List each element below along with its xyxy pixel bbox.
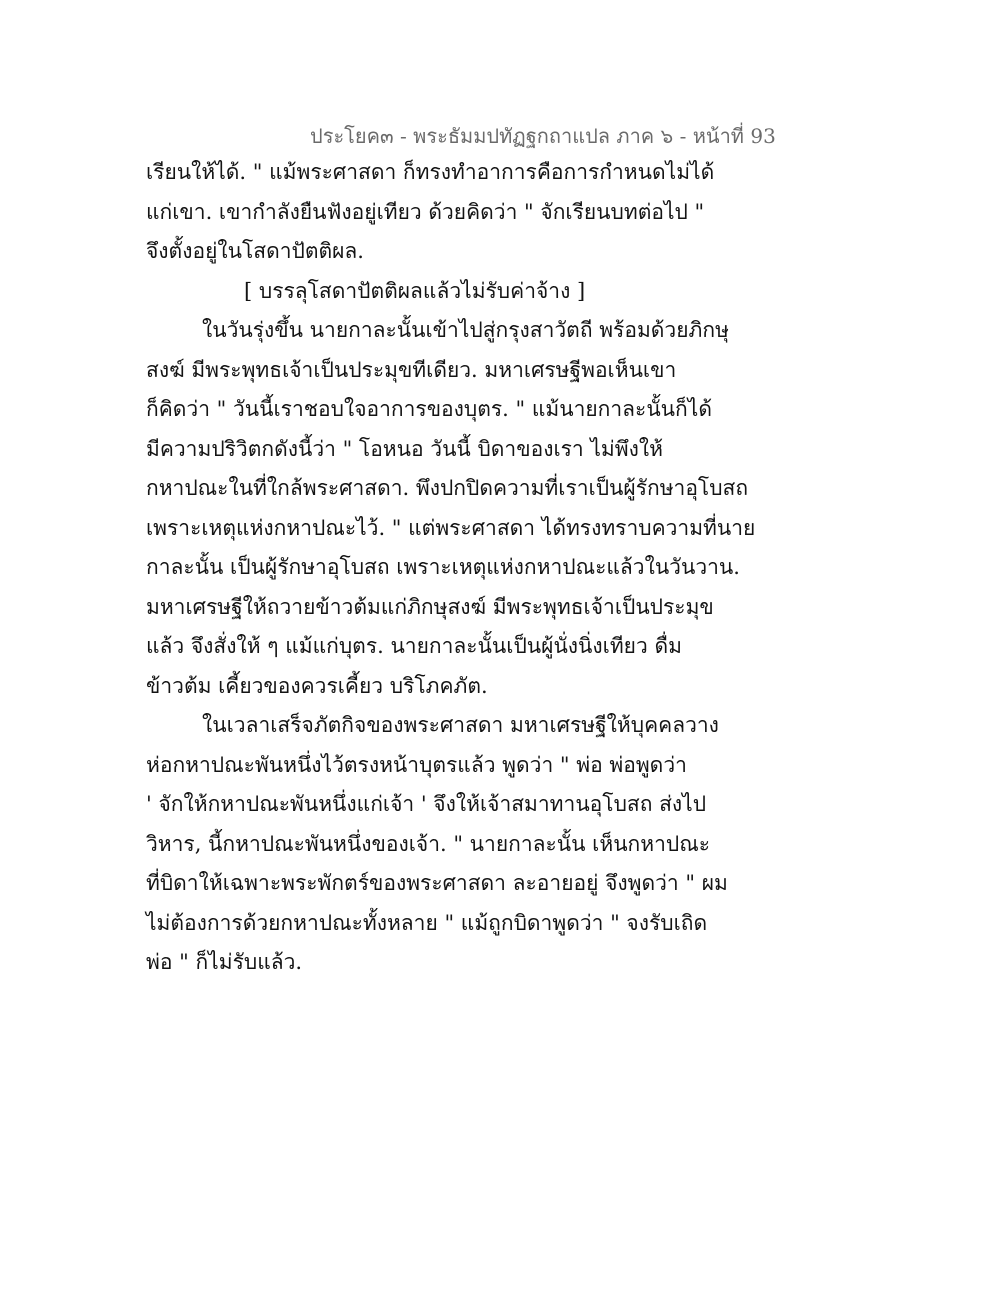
text-line: วิหาร, นี้กหาปณะพันหนึ่งของเจ้า. " นายกาละนั้น เห็นกหาปณะ xyxy=(146,831,710,856)
text-line: สงฆ์ มีพระพุทธเจ้าเป็นประมุขทีเดียว. มหาเศรษฐีพอเห็นเขา xyxy=(146,357,677,382)
text-line: มีความปริวิตกดังนี้ว่า " โอหนอ วันนี้ บิดาของเรา ไม่พึงให้ xyxy=(146,436,663,461)
text-line: ไม่ต้องการด้วยกหาปณะทั้งหลาย " แม้ถูกบิดาพูดว่า " จงรับเถิด xyxy=(146,910,708,935)
text-line: เพราะเหตุแห่งกหาปณะไว้. " แต่พระศาสดา ได้ทรงทราบความที่นาย xyxy=(146,515,756,540)
text-line: ก็คิดว่า " วันนี้เราชอบใจอาการของบุตร. " แม้นายกาละนั้นก็ได้ xyxy=(146,397,712,421)
text-line: กาละนั้น เป็นผู้รักษาอุโบสถ เพราะเหตุแห่งกหาปณะแล้วในวันวาน. xyxy=(146,555,740,579)
text-line: ' จักให้กหาปณะพันหนึ่งแก่เจ้า ' จึงให้เจ้าสมาทานอุโบสถ ส่งไป xyxy=(146,792,707,816)
paragraph-first-line: ในวันรุ่งขึ้น นายกาละนั้นเข้าไปสู่กรุงสาวัตถี พร้อมด้วยภิกษุ xyxy=(202,318,729,342)
text-line: พ่อ " ก็ไม่รับแล้ว. xyxy=(146,950,303,974)
text-line: ห่อกหาปณะพันหนึ่งไว้ตรงหน้าบุตรแล้ว พูดว่า " พ่อ พ่อพูดว่า xyxy=(146,752,687,777)
text-line: มหาเศรษฐีให้ถวายข้าวต้มแก่ภิกษุสงฆ์ มีพระพุทธเจ้าเป็นประมุข xyxy=(146,594,714,619)
text-line: เรียนให้ได้. " แม้พระศาสดา ก็ทรงทำอาการคือการกำหนดไม่ได้ xyxy=(146,160,715,184)
text-line: กหาปณะในที่ใกล้พระศาสดา. พึงปกปิดความที่เราเป็นผู้รักษาอุโบสถ xyxy=(146,476,749,500)
text-line: ที่บิดาให้เฉพาะพระพักตร์ของพระศาสดา ละอายอยู่ จึงพูดว่า " ผม xyxy=(146,871,728,895)
section-heading: [ บรรลุโสดาปัตติผลแล้วไม่รับค่าจ้าง ] xyxy=(244,278,586,303)
text-line: ข้าวต้ม เคี้ยวของควรเคี้ยว บริโภคภัต. xyxy=(146,673,488,698)
running-header: ประโยค๓ - พระธัมมปทัฏฐกถาแปล ภาค ๖ - หน้าที่ 93 xyxy=(310,124,776,148)
text-line: แล้ว จึงสั่งให้ ๆ แม้แก่บุตร. นายกาละนั้นเป็นผู้นั่งนิ่งเทียว ดื่ม xyxy=(146,634,682,658)
text-line: แก่เขา. เขากำลังยืนฟังอยู่เทียว ด้วยคิดว่า " จักเรียนบทต่อไป " xyxy=(146,199,705,224)
paragraph-first-line: ในเวลาเสร็จภัตกิจของพระศาสดา มหาเศรษฐีให้บุคคลวาง xyxy=(202,713,719,737)
body-text xyxy=(146,153,756,983)
text-line: จึงตั้งอยู่ในโสดาปัตติผล. xyxy=(146,239,364,263)
